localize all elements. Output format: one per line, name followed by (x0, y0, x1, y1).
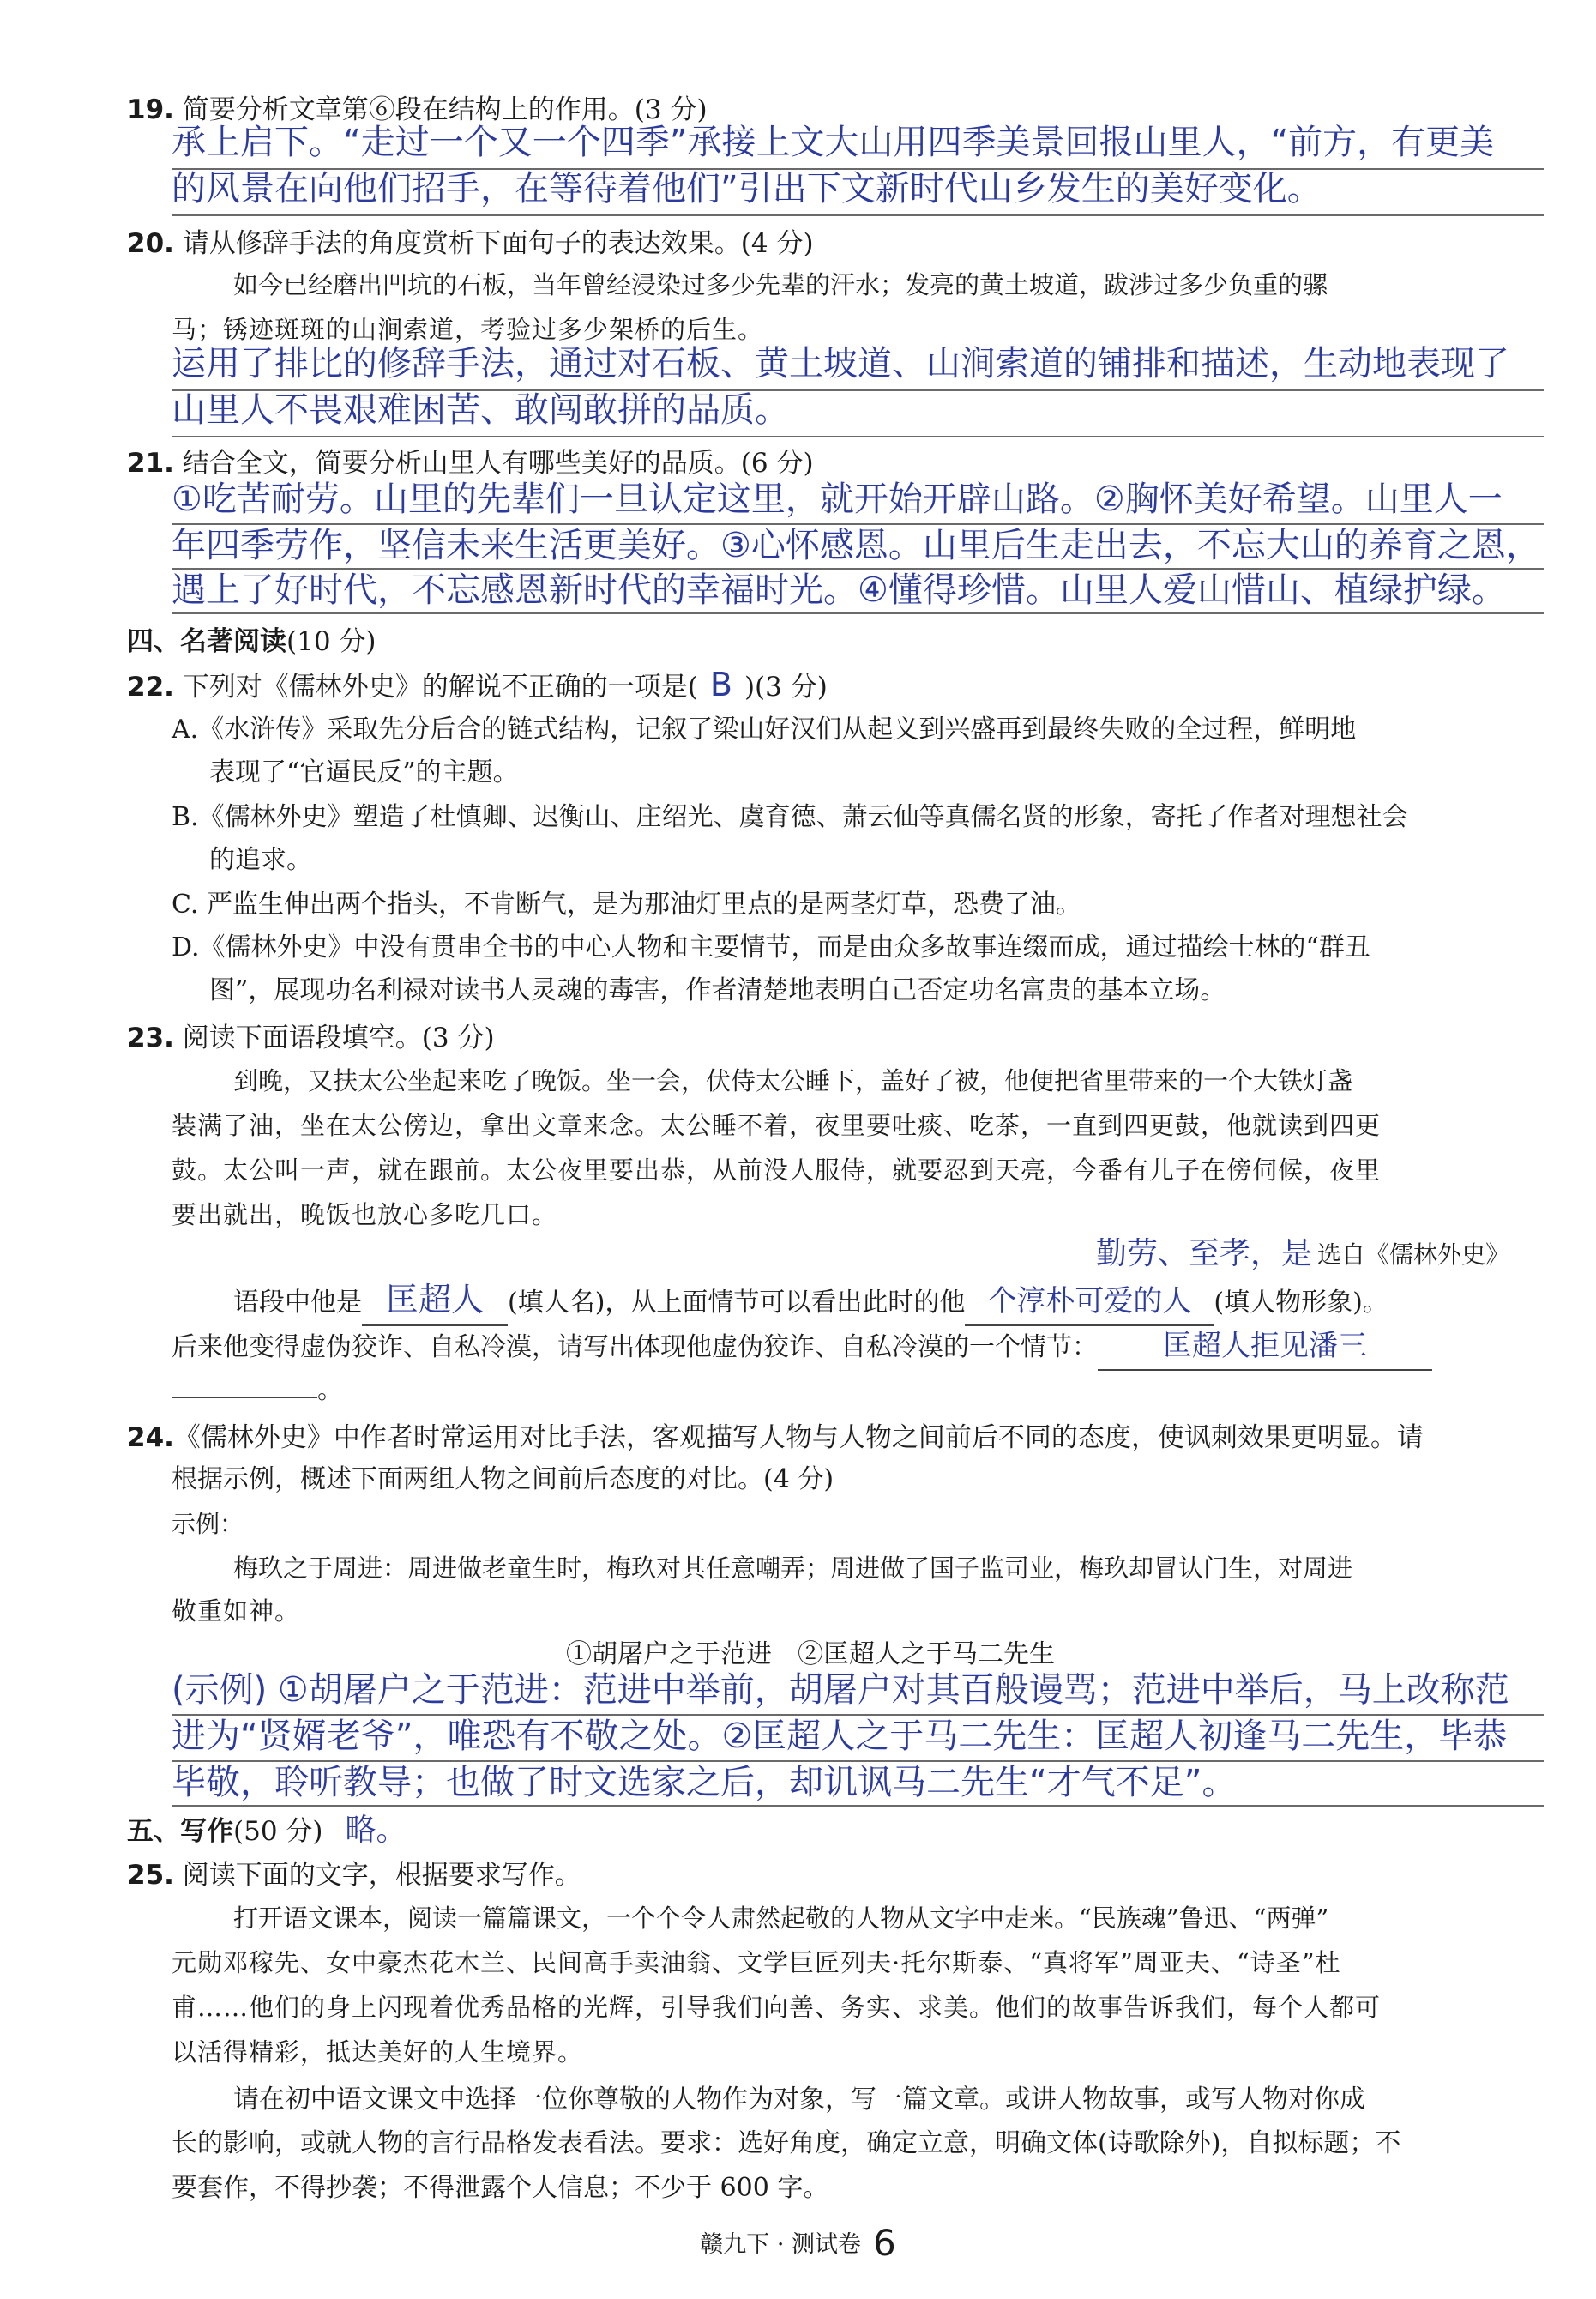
question-20 (127, 226, 814, 261)
example-line: 敬重如神。 (172, 1596, 301, 1626)
fill-line-3: 。 (172, 1369, 343, 1412)
question-text: 《儒林外史》中作者时常运用对比手法，客观描写人物与人物之间前后不同的态度，使讽刺效果更明显。请 (173, 1422, 1424, 1453)
footer-label: 赣九下 · 测试卷 (700, 2231, 861, 2258)
fill-line-2 (172, 1324, 1432, 1371)
question-23 (127, 1021, 495, 1055)
answer-rule (172, 214, 1544, 216)
passage-line: 装满了油，坐在太公傍边，拿出文章来念。太公睡不着，夜里要吐痰、吃茶，一直到四更鼓，他就读到四更 (172, 1111, 1382, 1140)
handwritten-note: 勤劳、至孝，是 (1096, 1236, 1313, 1271)
blank-character: 个淳朴可爱的人 (965, 1280, 1214, 1326)
question-text: 下列对《儒林外史》的解说不正确的一项是( (182, 672, 698, 703)
fill-text: (填人名)，从上面情节可以看出此时的他 (508, 1288, 966, 1318)
passage-line: 打开语文课本，阅读一篇篇课文，一个个令人肃然起敬的人物从文字中走来。“民族魂”鲁迅、“两弹” (233, 1904, 1329, 1933)
option-d: D.《儒林外史》中没有贯串全书的中心人物和主要情节，而是由众多故事连缀而成，通过描绘士林的“群丑 (172, 932, 1370, 962)
fill-text: 语段中他是 (233, 1288, 362, 1318)
answer-rule (172, 436, 1544, 437)
fill-text: (填人物形象)。 (1214, 1288, 1388, 1318)
handwritten-answer-line: 的风景在向他们招手，在等待着他们”引出下文新时代山乡发生的美好变化。 (172, 169, 1322, 208)
passage-line: 到晚，又扶太公坐起来吃了晚饭。坐一会，伏侍太公睡下，盖好了被，他便把省里带来的一个大铁灯盏 (233, 1066, 1353, 1095)
example-label: 示例： (172, 1510, 244, 1538)
handwritten-answer-line: 山里人不畏艰难困苦、敢闯敢拼的品质。 (172, 390, 789, 430)
handwritten-answer-line: 遇上了好时代，不忘感恩新时代的幸福时光。④懂得珍惜。山里人爱山惜山、植绿护绿。 (172, 570, 1506, 610)
question-text: 请从修辞手法的角度赏析下面句子的表达效果。(4 分) (182, 228, 814, 259)
handwritten-answer: 略。 (345, 1813, 407, 1848)
handwritten-answer-line: 年四季劳作，坚信未来生活更美好。③心怀感恩。山里后生走出去，不忘大山的养育之恩， (172, 526, 1540, 565)
selected-answer: B (709, 666, 732, 703)
fill-line-1 (233, 1278, 1388, 1326)
question-text: 阅读下面语段填空。(3 分) (182, 1023, 495, 1053)
blank-continuation (172, 1397, 317, 1398)
question-text: 结合全文，简要分析山里人有哪些美好的品质。(6 分) (182, 448, 814, 479)
section-heading (127, 625, 376, 659)
option-b: B.《儒林外史》塑造了杜慎卿、迟衡山、庄绍光、虞育德、萧云仙等真儒名贤的形象，寄托了作者对理想社会 (172, 802, 1408, 832)
page-footer (0, 2222, 1596, 2264)
section-title: 四、名著阅读 (127, 626, 286, 657)
fill-text: 后来他变得虚伪狡诈、自私冷漠，请写出体现他虚伪狡诈、自私冷漠的一个情节： (172, 1332, 1098, 1362)
handwritten-answer-line: (示例) ①胡屠户之于范进：范进中举前，胡屠户对其百般谩骂；范进中举后，马上改称范 (172, 1670, 1509, 1710)
requirement-line: 长的影响，或就人物的言行品格发表看法。要求：选好角度，确定立意，明确文体(诗歌除外)，自拟标题；不 (172, 2128, 1401, 2158)
passage-line: 以活得精彩，抵达美好的人生境界。 (172, 2037, 584, 2067)
option-a: A.《水浒传》采取先分后合的链式结构，记叙了梁山好汉们从起义到兴盛再到最终失败的全过程，鲜明地 (172, 715, 1357, 745)
question-number: 20. (127, 228, 174, 259)
handwritten-answer-line: 毕敬，聆听教导；也做了时文选家之后，却讥讽马二先生“才气不足”。 (172, 1763, 1237, 1802)
handwritten-answer-line: 运用了排比的修辞手法，通过对石板、黄土坡道、山涧索道的铺排和描述，生动地表现了 (172, 344, 1509, 383)
answer-rule (172, 612, 1544, 614)
passage-line: 马；锈迹斑斑的山涧索道，考验过多少架桥的后生。 (172, 315, 764, 344)
question-score: )(3 分) (744, 672, 828, 703)
question-number: 23. (127, 1023, 174, 1053)
question-number: 24. (127, 1422, 174, 1453)
section-heading (127, 1813, 407, 1849)
question-21 (127, 446, 814, 480)
question-text: 阅读下面的文字，根据要求写作。 (182, 1860, 581, 1891)
question-number: 25. (127, 1860, 174, 1891)
handwritten-answer-line: 进为“贤婿老爷”，唯恐有不敬之处。②匡超人之于马二先生：匡超人初逢马二先生，毕恭 (172, 1717, 1508, 1756)
handwritten-answer-line: 承上启下。“走过一个又一个四季”承接上文大山用四季美景回报山里人，“前方，有更美 (172, 123, 1495, 162)
handwritten-answer-line: ①吃苦耐劳。山里的先辈们一旦认定这里，就开始开辟山路。②胸怀美好希望。山里人一 (172, 480, 1503, 519)
answer-rule (172, 1805, 1544, 1807)
requirement-line: 要套作，不得抄袭；不得泄露个人信息；不少于 600 字。 (172, 2173, 829, 2203)
option-a-cont: 表现了“官逼民反”的主题。 (209, 757, 519, 787)
question-number: 19. (127, 94, 174, 125)
option-b-cont: 的追求。 (209, 845, 312, 875)
question-22 (127, 667, 828, 704)
question-25 (127, 1858, 581, 1892)
requirement-line: 请在初中语文课文中选择一位你尊敬的人物作为对象，写一篇文章。或讲人物故事，或写人物对你成 (233, 2085, 1365, 2115)
passage-source: 选自《儒林外史》 (1317, 1240, 1510, 1269)
blank-plot: 匡超人拒见潘三 (1098, 1324, 1432, 1371)
page-number: 6 (873, 2222, 896, 2264)
section-score: (50 分) (233, 1816, 323, 1847)
passage-line: 如今已经磨出凹坑的石板，当年曾经浸染过多少先辈的汗水；发亮的黄土坡道，跋涉过多少负重的骡 (233, 270, 1328, 299)
section-score: (10 分) (286, 626, 376, 657)
passage-line: 元勋邓稼先、女中豪杰花木兰、民间高手卖油翁、文学巨匠列夫·托尔斯泰、“真将军”周亚夫、“诗圣”杜 (172, 1948, 1341, 1977)
question-text: 简要分析文章第⑥段在结构上的作用。(3 分) (182, 94, 708, 125)
option-c: C. 严监生伸出两个指头，不肯断气，是为那油灯里点的是两茎灯草，恐费了油。 (172, 890, 1081, 920)
section-title: 五、写作 (127, 1816, 233, 1847)
passage-line: 要出就出，晚饭也放心多吃几口。 (172, 1200, 558, 1229)
question-24 (127, 1421, 1424, 1455)
passage-line: 甫……他们的身上闪现着优秀品格的光辉，引导我们向善、务实、求美。他们的故事告诉我们，每个人都可 (172, 1993, 1382, 2022)
example-line: 梅玖之于周进：周进做老童生时，梅玖对其任意嘲弄；周进做了国子监司业，梅玖却冒认门生，对周进 (233, 1554, 1353, 1583)
question-text-cont: 根据示例，概述下面两组人物之间前后态度的对比。(4 分) (172, 1464, 834, 1494)
question-number: 22. (127, 672, 174, 703)
question-number: 21. (127, 448, 174, 479)
passage-line: 鼓。太公叫一声，就在跟前。太公夜里要出恭，从前没人服侍，就要忍到天亮，今番有儿子在傍伺候，夜里 (172, 1156, 1382, 1185)
option-d-cont: 图”，展现功名利禄对读书人灵魂的毒害，作者清楚地表明自己否定功名富贵的基本立场。 (209, 975, 1226, 1005)
pair-list: ①胡屠户之于范进 ②匡超人之于马二先生 (566, 1639, 1055, 1669)
blank-name: 匡超人 (362, 1278, 508, 1326)
